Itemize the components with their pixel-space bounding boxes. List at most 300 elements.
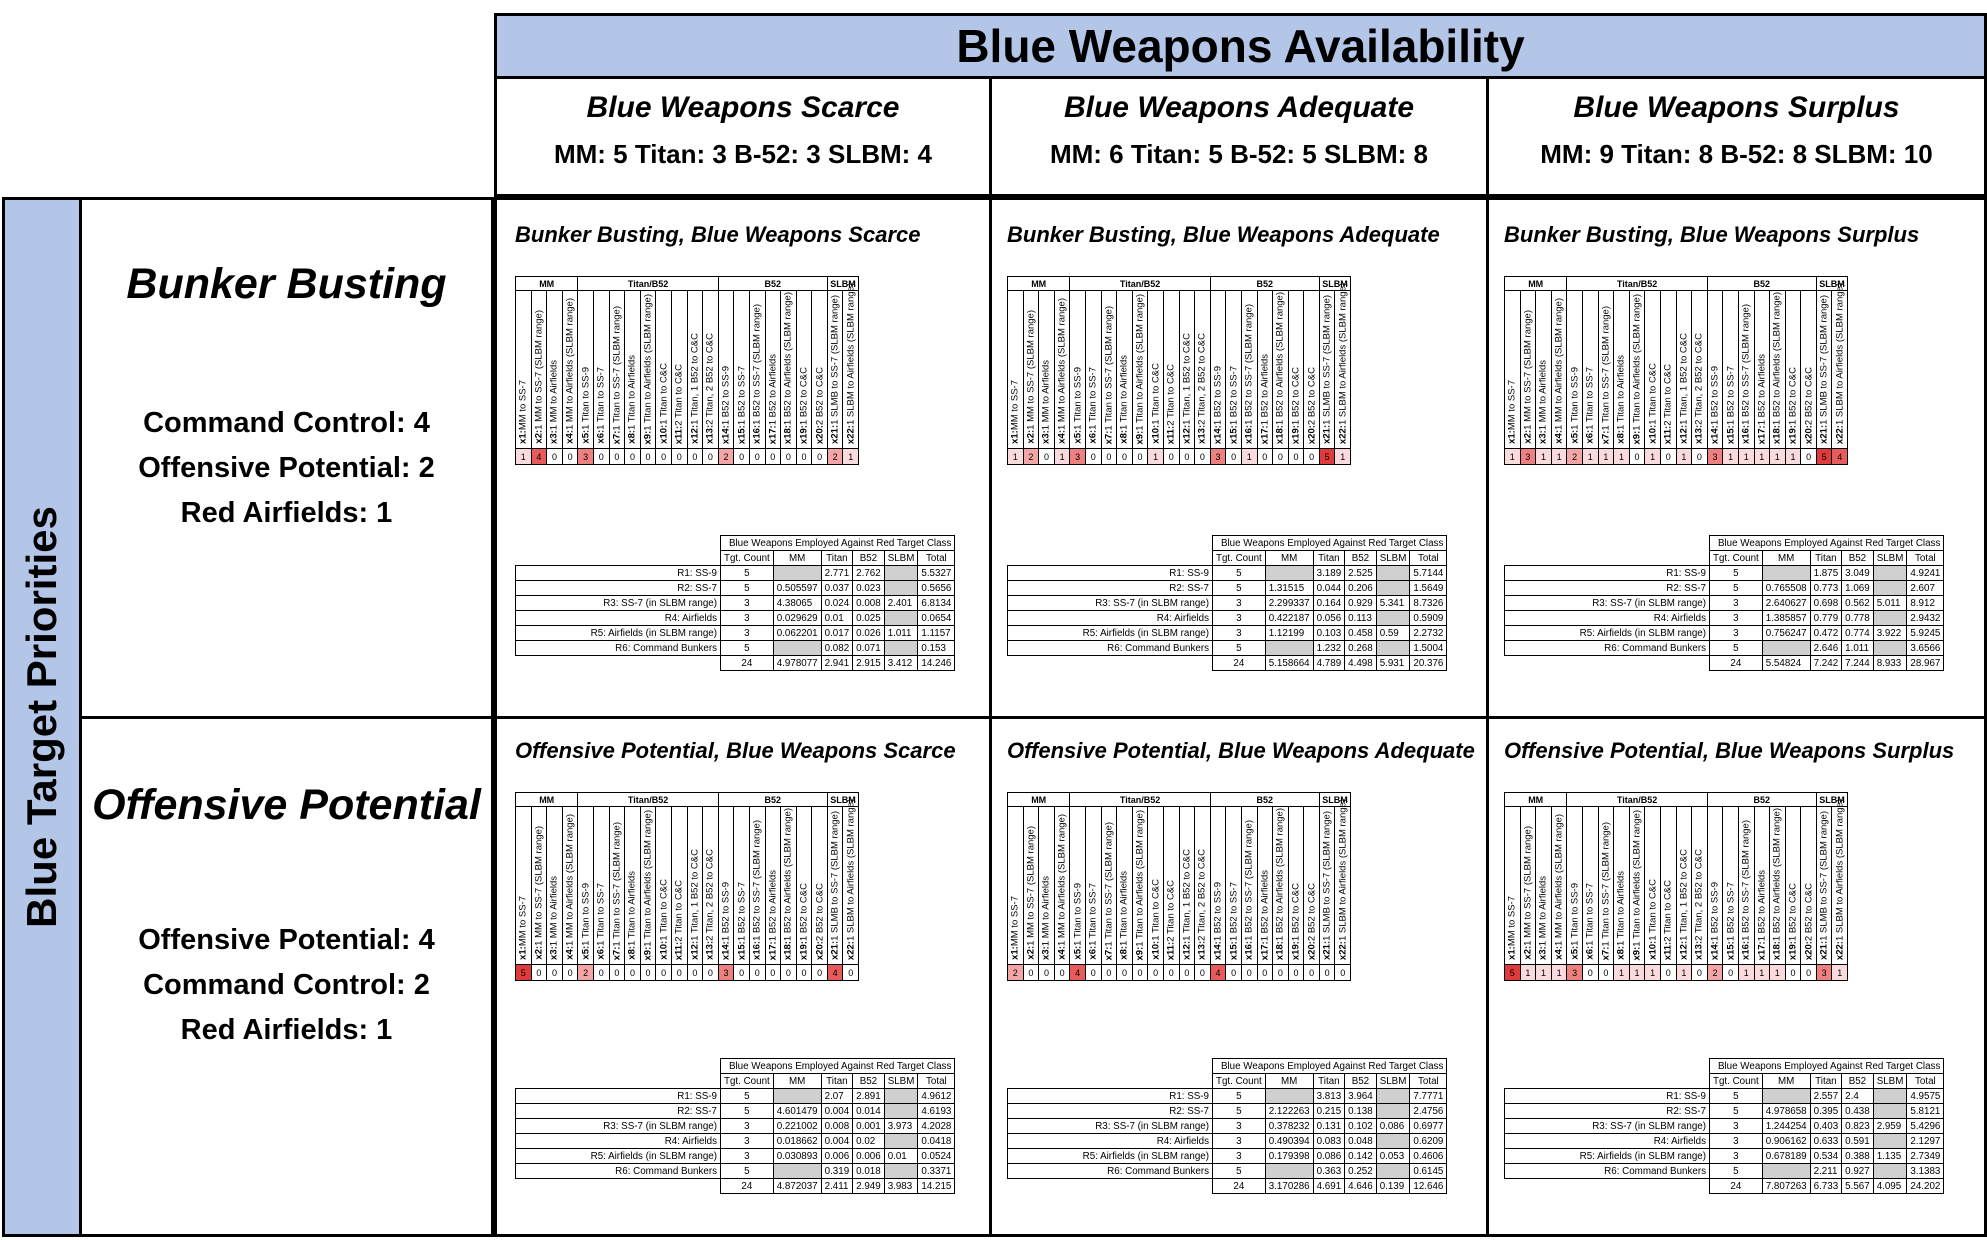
group-header: B52: [1707, 277, 1816, 291]
employment-value: [1873, 1134, 1907, 1149]
column-header: Tgt. Count: [1213, 1074, 1266, 1089]
employment-value: [1376, 641, 1410, 656]
variable-text: x21:1 SLMB to SS-7 (SLBM range): [1818, 811, 1830, 960]
variable-text: x14:1 B52 to SS-9: [720, 881, 732, 960]
group-header: MM: [1008, 793, 1070, 807]
blank-cell: [1008, 536, 1213, 551]
employment-value: [1873, 1089, 1907, 1104]
employment-value: 3.964: [1345, 1089, 1377, 1104]
column-header: MM: [773, 551, 821, 566]
employment-value: R5: Airfields (in SLBM range): [1505, 1149, 1710, 1164]
variable-label: [1754, 291, 1770, 449]
allocation-value: 1: [1676, 449, 1692, 465]
variable-text: x9:1 Titan to Airfields (SLBM range): [1631, 809, 1643, 960]
variable-text: x22:1 SLBM to Airfields (SLBM range): [1834, 798, 1846, 960]
variable-text: x11:2 Titan to C&C: [673, 879, 685, 960]
group-header: MM: [516, 793, 578, 807]
employment-value: 0.164: [1313, 596, 1345, 611]
result-cell: [1486, 197, 1987, 719]
employment-value: R5: Airfields (in SLBM range): [1008, 626, 1213, 641]
employment-value: 4.6193: [918, 1104, 955, 1119]
allocation-value: 1: [1614, 965, 1630, 981]
employment-value: 4.646: [1345, 1179, 1377, 1194]
variable-label: [593, 807, 609, 965]
employment-row: [1008, 656, 1447, 671]
result-cell: [989, 716, 1489, 1237]
variable-text: x21:1 SLMB to SS-7 (SLBM range): [1321, 295, 1333, 444]
employment-value: 0.505597: [773, 581, 821, 596]
allocation-value: 0: [1785, 965, 1801, 981]
employment-value: 24: [1710, 656, 1763, 671]
employment-value: 0.102: [1345, 1119, 1377, 1134]
variable-label: [1008, 807, 1024, 965]
priority-line: Offensive Potential: 2: [138, 452, 435, 484]
employment-value: 3: [1213, 626, 1266, 641]
result-cell: [989, 197, 1489, 719]
table-caption: Blue Weapons Employed Against Red Target Class: [721, 1059, 955, 1074]
employment-row: [1505, 596, 1944, 611]
variable-text: x11:2 Titan to C&C: [1662, 879, 1674, 960]
employment-value: 3: [721, 1119, 774, 1134]
variable-text: x17:1 B52 to Airfields: [1756, 869, 1768, 960]
allocation-value: 0: [796, 965, 812, 981]
allocation-value: 1: [1551, 449, 1567, 465]
employment-value: 0.082: [821, 641, 853, 656]
employment-value: 4.872037: [773, 1179, 821, 1194]
allocation-value: 1: [1832, 965, 1848, 981]
table-caption: Blue Weapons Employed Against Red Target Class: [721, 536, 955, 551]
allocation-value: 0: [1723, 965, 1739, 981]
column-header: SLBM: [1873, 551, 1907, 566]
employment-value: [516, 1179, 721, 1194]
variable-text: x14:1 B52 to SS-9: [720, 365, 732, 444]
column-header: B52: [1842, 1074, 1874, 1089]
allocation-value: 1: [1629, 965, 1645, 981]
variable-label: [1676, 807, 1692, 965]
employment-value: 2.646: [1810, 641, 1842, 656]
employment-value: 5.8121: [1907, 1104, 1944, 1119]
employment-value: R4: Airfields: [1008, 611, 1213, 626]
employment-value: R5: Airfields (in SLBM range): [516, 626, 721, 641]
allocation-value-row: [1008, 449, 1351, 465]
variable-text: x10:1 Titan to C&C: [658, 363, 670, 444]
allocation-value: 0: [1179, 965, 1195, 981]
employment-value: 0.490394: [1265, 1134, 1313, 1149]
employment-value: R4: Airfields: [1008, 1134, 1213, 1149]
variable-label: [1179, 291, 1195, 449]
group-row: [516, 793, 859, 807]
column-header: SLBM: [1376, 551, 1410, 566]
variable-text: x3:1 MM to Airfields: [548, 876, 560, 960]
variable-label: [1785, 291, 1801, 449]
employment-row: [516, 1119, 955, 1134]
employment-value: 5: [1710, 1104, 1763, 1119]
employment-value: 2.762: [853, 566, 885, 581]
variable-label: [1335, 798, 1351, 965]
variable-label: [1723, 807, 1739, 965]
employment-value: 5.011: [1873, 596, 1907, 611]
allocation-value: 0: [1101, 449, 1117, 465]
employment-value: 3.189: [1313, 566, 1345, 581]
employment-value: 0.086: [1313, 1149, 1345, 1164]
variable-text: x13:2 Titan, 2 B52 to C&C: [1693, 849, 1705, 960]
employment-value: [1762, 1089, 1810, 1104]
variable-text: x18:1 B52 to Airfields (SLBM range): [1274, 291, 1286, 444]
variable-text: x3:1 MM to Airfields: [1537, 876, 1549, 960]
employment-value: 2.122263: [1265, 1104, 1313, 1119]
employment-value: 5: [721, 581, 774, 596]
variable-text: x22:1 SLBM to Airfields (SLBM range): [845, 798, 857, 960]
variable-text: x17:1 B52 to Airfields: [767, 869, 779, 960]
employment-value: 2.771: [821, 566, 853, 581]
employment-table: [515, 1058, 955, 1194]
allocation-value: 4: [1832, 449, 1848, 465]
allocation-value: 1: [1645, 449, 1661, 465]
employment-value: 0.5909: [1410, 611, 1447, 626]
variable-label: [1070, 807, 1086, 965]
allocation-value-row: [516, 965, 859, 981]
allocation-value: 1: [516, 449, 532, 465]
employment-value: 5: [1710, 1089, 1763, 1104]
allocation-value: 0: [640, 965, 656, 981]
employment-value: 2.211: [1810, 1164, 1842, 1179]
employment-value: [1376, 1089, 1410, 1104]
employment-value: 2.299337: [1265, 596, 1313, 611]
table-caption: Blue Weapons Employed Against Red Target Class: [1213, 536, 1447, 551]
allocation-value: 0: [1195, 965, 1211, 981]
employment-value: [884, 1134, 918, 1149]
priority-line: Command Control: 4: [143, 407, 430, 439]
variable-text: x9:1 Titan to Airfields (SLBM range): [1134, 293, 1146, 444]
variable-label: [1567, 807, 1583, 965]
employment-value: 6.733: [1810, 1179, 1842, 1194]
allocation-value: 1: [1008, 449, 1024, 465]
column-header: Total: [918, 1074, 955, 1089]
employment-value: 2.941: [821, 656, 853, 671]
column-header: MM: [1265, 551, 1313, 566]
employment-value: [1873, 581, 1907, 596]
employment-row: [516, 611, 955, 626]
variable-label: [656, 291, 672, 449]
employment-value: 5: [721, 641, 774, 656]
allocation-value: 4: [827, 965, 843, 981]
employment-value: [1873, 641, 1907, 656]
employment-value: 3.049: [1842, 566, 1874, 581]
variable-label: [531, 807, 547, 965]
employment-value: [1265, 566, 1313, 581]
variable-label: [1660, 807, 1676, 965]
employment-value: 0.252: [1345, 1164, 1377, 1179]
variable-text: x8:1 Titan to Airfields: [1615, 355, 1627, 444]
variable-text: x5:1 Titan to SS-9: [1072, 367, 1084, 444]
blank-cell: [1505, 1074, 1710, 1089]
allocation-value: 0: [1692, 449, 1708, 465]
variable-text: x22:1 SLBM to Airfields (SLBM range): [845, 282, 857, 444]
group-header: SLBM: [827, 793, 858, 807]
allocation-value: 1: [1738, 449, 1754, 465]
variable-label-row: [1008, 807, 1351, 965]
employment-value: 0.179398: [1265, 1149, 1313, 1164]
variable-text: x11:2 Titan to C&C: [1662, 363, 1674, 444]
employment-row: [1505, 1089, 1944, 1104]
employment-row: [1505, 626, 1944, 641]
employment-value: 24: [1213, 1179, 1266, 1194]
caption-row: [1505, 1059, 1944, 1074]
employment-row: [516, 641, 955, 656]
employment-value: 20.376: [1410, 656, 1447, 671]
allocation-value: 0: [812, 449, 828, 465]
employment-value: 4.9612: [918, 1089, 955, 1104]
allocation-value: 0: [687, 965, 703, 981]
employment-value: [1376, 1134, 1410, 1149]
employment-value: 0.024: [821, 596, 853, 611]
allocation-value: 2: [578, 965, 594, 981]
employment-value: R1: SS-9: [516, 566, 721, 581]
allocation-value: 0: [1660, 449, 1676, 465]
variable-text: x12:1 Titan, 1 B52 to C&C: [1181, 333, 1193, 444]
group-header: B52: [718, 793, 827, 807]
variable-text: x18:1 B52 to Airfields (SLBM range): [782, 807, 794, 960]
group-header: B52: [1707, 793, 1816, 807]
variable-label: [1023, 807, 1039, 965]
variable-label: [1304, 807, 1320, 965]
employment-value: R3: SS-7 (in SLBM range): [516, 596, 721, 611]
variable-text: x13:2 Titan, 2 B52 to C&C: [1693, 333, 1705, 444]
employment-row: [1008, 1134, 1447, 1149]
employment-value: R3: SS-7 (in SLBM range): [1008, 596, 1213, 611]
result-cell: [494, 197, 992, 719]
variable-text: x16:1 B52 to SS-7 (SLBM range): [1740, 820, 1752, 960]
variable-text: x4:1 MM to Airfields (SLBM range): [564, 298, 576, 444]
employment-value: 3: [721, 611, 774, 626]
variable-label: [1273, 807, 1289, 965]
allocation-value: 0: [1132, 449, 1148, 465]
employment-value: R3: SS-7 (in SLBM range): [1505, 596, 1710, 611]
variable-text: x4:1 MM to Airfields (SLBM range): [564, 814, 576, 960]
variable-label: [1801, 291, 1817, 449]
allocation-value: 0: [1257, 965, 1273, 981]
variable-label: [562, 291, 578, 449]
column-header: Total: [1907, 1074, 1944, 1089]
employment-value: 2.1297: [1907, 1134, 1944, 1149]
allocation-value: 0: [1582, 965, 1598, 981]
employment-value: [884, 641, 918, 656]
employment-table: [1007, 535, 1447, 671]
variable-label: [1163, 807, 1179, 965]
allocation-value: 0: [625, 449, 641, 465]
employment-value: R1: SS-9: [1505, 1089, 1710, 1104]
employment-row: [1505, 611, 1944, 626]
employment-value: 4.9241: [1907, 566, 1944, 581]
variable-label: [547, 807, 563, 965]
employment-value: 0.591: [1842, 1134, 1874, 1149]
allocation-value: 0: [1179, 449, 1195, 465]
employment-value: [884, 566, 918, 581]
employment-value: 3: [1710, 1119, 1763, 1134]
allocation-value: 0: [656, 965, 672, 981]
allocation-table: [515, 276, 859, 465]
employment-value: 0.018662: [773, 1134, 821, 1149]
table-caption: Blue Weapons Employed Against Red Target Class: [1710, 1059, 1944, 1074]
employment-value: 1.1157: [918, 626, 955, 641]
employment-value: 0.395: [1810, 1104, 1842, 1119]
employment-value: 0.029629: [773, 611, 821, 626]
employment-value: R2: SS-7: [516, 581, 721, 596]
column-header: MM: [1265, 1074, 1313, 1089]
variable-text: x16:1 B52 to SS-7 (SLBM range): [1243, 304, 1255, 444]
allocation-value: 0: [562, 449, 578, 465]
employment-value: 0.01: [884, 1149, 918, 1164]
variable-label-row: [516, 291, 859, 449]
caption-row: [516, 536, 955, 551]
employment-value: 0.927: [1842, 1164, 1874, 1179]
variable-text: x13:2 Titan, 2 B52 to C&C: [704, 849, 716, 960]
variable-label: [703, 291, 719, 449]
employment-value: 0.113: [1345, 611, 1377, 626]
employment-value: 3.922: [1873, 626, 1907, 641]
variable-label: [1738, 291, 1754, 449]
blank-cell: [516, 1059, 721, 1074]
variable-label: [1039, 807, 1055, 965]
employment-value: 0.044: [1313, 581, 1345, 596]
employment-value: 0.01: [821, 611, 853, 626]
employment-value: 5: [1710, 581, 1763, 596]
employment-value: 5: [1710, 641, 1763, 656]
employment-value: [1376, 566, 1410, 581]
employment-row: [516, 1164, 955, 1179]
employment-value: [1873, 1104, 1907, 1119]
employment-value: 3.6566: [1907, 641, 1944, 656]
employment-row: [1505, 1104, 1944, 1119]
employment-value: 2.557: [1810, 1089, 1842, 1104]
employment-value: 0.053: [1376, 1149, 1410, 1164]
blank-cell: [1008, 1074, 1213, 1089]
employment-row: [1008, 1149, 1447, 1164]
employment-value: 1.385857: [1762, 611, 1810, 626]
variable-label: [796, 807, 812, 965]
employment-value: 3: [1710, 596, 1763, 611]
group-header: MM: [1505, 793, 1567, 807]
employment-value: 1.069: [1842, 581, 1874, 596]
employment-value: 0.0654: [918, 611, 955, 626]
employment-value: 7.7771: [1410, 1089, 1447, 1104]
header-row: [516, 551, 955, 566]
variable-text: x10:1 Titan to C&C: [1647, 879, 1659, 960]
employment-value: 0.3371: [918, 1164, 955, 1179]
group-header: Titan/B52: [1567, 793, 1707, 807]
employment-value: 5: [721, 1164, 774, 1179]
employment-value: 0.138: [1345, 1104, 1377, 1119]
employment-value: 1.31515: [1265, 581, 1313, 596]
employment-value: R5: Airfields (in SLBM range): [1008, 1149, 1213, 1164]
employment-value: 3: [721, 1149, 774, 1164]
variable-label: [812, 807, 828, 965]
variable-text: x3:1 MM to Airfields: [1537, 360, 1549, 444]
variable-label: [749, 807, 765, 965]
employment-value: 4.691: [1313, 1179, 1345, 1194]
allocation-value: 1: [1054, 449, 1070, 465]
employment-value: R2: SS-7: [1505, 581, 1710, 596]
variable-text: x22:1 SLBM to Airfields (SLBM range): [1337, 798, 1349, 960]
allocation-value: 0: [547, 449, 563, 465]
allocation-value: 0: [1273, 449, 1289, 465]
employment-row: [1505, 566, 1944, 581]
variable-label: [1505, 807, 1521, 965]
variable-text: x5:1 Titan to SS-9: [1569, 367, 1581, 444]
variable-label: [1598, 807, 1614, 965]
header-row: [1008, 1074, 1447, 1089]
variable-text: x19:1 B52 to C&C: [798, 882, 810, 960]
employment-value: 4.38065: [773, 596, 821, 611]
allocation-value: 3: [1210, 449, 1226, 465]
employment-value: R5: Airfields (in SLBM range): [1505, 626, 1710, 641]
variable-text: x4:1 MM to Airfields (SLBM range): [1553, 298, 1565, 444]
allocation-value: 0: [547, 965, 563, 981]
variable-label: [1132, 291, 1148, 449]
variable-label: [1832, 282, 1848, 449]
variable-text: x18:1 B52 to Airfields (SLBM range): [782, 291, 794, 444]
variable-text: x3:1 MM to Airfields: [1040, 360, 1052, 444]
employment-value: 0.319: [821, 1164, 853, 1179]
column-header: Titan: [821, 1074, 853, 1089]
employment-value: 0.037: [821, 581, 853, 596]
allocation-value: 0: [1629, 449, 1645, 465]
employment-row: [1505, 581, 1944, 596]
employment-value: R3: SS-7 (in SLBM range): [1505, 1119, 1710, 1134]
variable-text: x5:1 Titan to SS-9: [580, 367, 592, 444]
variable-label: [1101, 807, 1117, 965]
variable-text: x1:MM to SS-7: [1506, 896, 1518, 960]
variable-label: [609, 291, 625, 449]
column-header: SLBM: [884, 1074, 918, 1089]
column-header: Total: [918, 551, 955, 566]
variable-text: x13:2 Titan, 2 B52 to C&C: [1196, 333, 1208, 444]
group-header: Titan/B52: [1070, 277, 1210, 291]
employment-row: [1505, 1134, 1944, 1149]
allocation-value: 0: [1335, 965, 1351, 981]
employment-value: 5.7144: [1410, 566, 1447, 581]
allocation-value: 0: [1304, 965, 1320, 981]
variable-label: [1148, 291, 1164, 449]
allocation-value: 0: [796, 449, 812, 465]
variable-label: [1614, 291, 1630, 449]
variable-label: [1085, 291, 1101, 449]
allocation-value: 0: [1085, 965, 1101, 981]
allocation-value: 0: [1023, 965, 1039, 981]
column-header: Titan: [821, 551, 853, 566]
allocation-value: 0: [1148, 965, 1164, 981]
variable-label: [531, 291, 547, 449]
employment-value: 0.378232: [1265, 1119, 1313, 1134]
column-header: B52: [853, 1074, 885, 1089]
employment-value: [1762, 566, 1810, 581]
employment-value: R2: SS-7: [516, 1104, 721, 1119]
employment-value: 24: [721, 1179, 774, 1194]
employment-row: [516, 566, 955, 581]
group-header: MM: [1505, 277, 1567, 291]
variable-text: x2:1 MM to SS-7 (SLBM range): [1522, 310, 1534, 444]
variable-label: [1195, 291, 1211, 449]
variable-text: x20:2 B52 to C&C: [1803, 882, 1815, 960]
variable-text: x11:2 Titan to C&C: [1165, 363, 1177, 444]
column-counts: MM: 9 Titan: 8 B-52: 8 SLBM: 10: [1540, 139, 1933, 169]
variable-text: x15:1 B52 to SS-7: [736, 881, 748, 960]
employment-value: 5: [1213, 1104, 1266, 1119]
variable-text: x7:1 Titan to SS-7 (SLBM range): [611, 821, 623, 960]
group-header: Titan/B52: [578, 793, 718, 807]
variable-label: [718, 291, 734, 449]
employment-value: R1: SS-9: [1008, 1089, 1213, 1104]
